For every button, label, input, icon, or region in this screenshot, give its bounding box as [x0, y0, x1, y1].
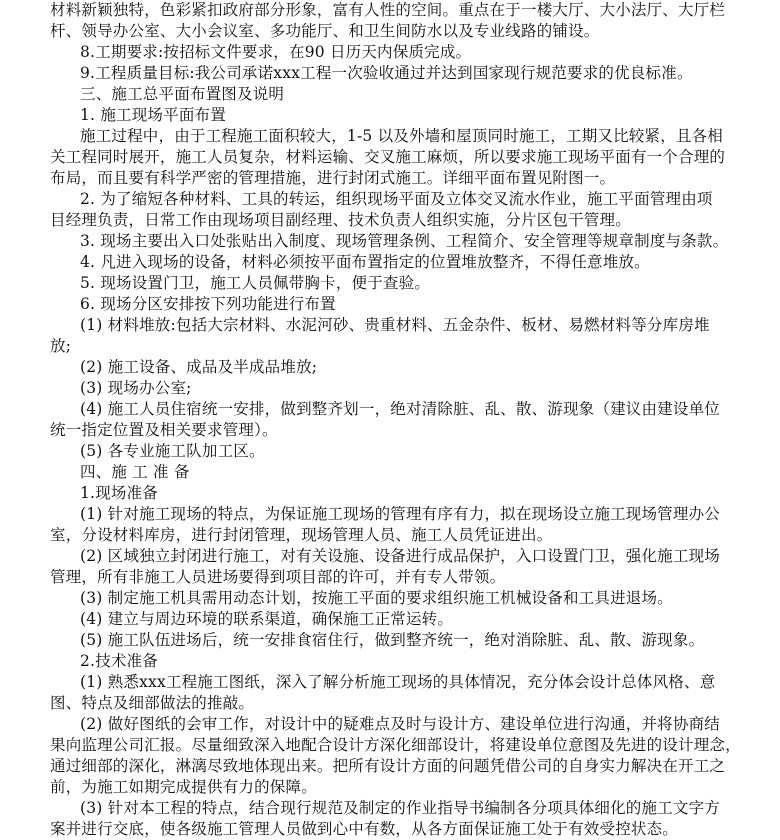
text-line: 果向监理公司汇报。尽量细致深入地配合设计方深化细部设计，将建设单位意图及先进的设计理念， — [50, 736, 741, 754]
text-line: (1) 熟悉xxx工程施工图纸，深入了解分析施工现场的具体情况，充分体会设计总体风格、意 — [80, 673, 716, 691]
text-line: 案并进行交底，使各级施工管理人员做到心中有数，从各方面保证施工处于有效受控状态。 — [50, 820, 679, 838]
text-line: 布局，而且要有科学严密的管理措施，进行封闭式施工。详细平面布置见附图一。 — [50, 169, 616, 187]
text-line: 杆、领导办公室、大小会议室、多功能厅、和卫生间防水以及专业线路的铺设。 — [50, 22, 600, 40]
text-line: 1. 施工现场平面布置 — [80, 106, 226, 124]
text-line: 3. 现场主要出入口处张贴出入制度、现场管理条例、工程简介、安全管理等规章制度与条款。 — [80, 232, 729, 250]
text-line: 室，分设材料库房，进行封闭管理，现场管理人员、施工人员凭证进出。 — [50, 526, 553, 544]
text-line: 6. 现场分区安排按下列功能进行布置 — [80, 295, 336, 313]
text-line: (2) 施工设备、成品及半成品堆放; — [80, 358, 318, 376]
text-line: (1) 针对施工现场的特点，为保证施工现场的管理有序有力，拟在现场设立施工现场管理办公 — [80, 505, 720, 523]
text-line: 9.工程质量目标:我公司承诺xxx工程一次验收通过并达到国家现行规范要求的优良标准。 — [80, 64, 693, 82]
text-line: 1.现场准备 — [80, 484, 158, 502]
text-line: 三、施工总平面布置图及说明 — [80, 85, 285, 103]
text-line: 放; — [50, 337, 72, 355]
text-line: 2. 为了缩短各种材料、工具的转运，组织现场平面及立体交叉流水作业，施工平面管理由项 — [80, 190, 713, 208]
text-line: 2.技术准备 — [80, 652, 158, 670]
text-line: 前，为施工如期完成提供有力的保障。 — [50, 778, 317, 796]
text-line: 材料新颖独特，色彩紧扣政府部分形象，富有人性的空间。重点在于一楼大厅、大小法厅、大厅栏 — [50, 1, 726, 19]
text-line: (2) 做好图纸的会审工作，对设计中的疑难点及时与设计方、建设单位进行沟通，并将协商结 — [80, 715, 720, 733]
text-line: (2) 区域独立封闭进行施工，对有关设施、设备进行成品保护，入口设置门卫，强化施工现场 — [80, 547, 720, 565]
text-line: (1) 材料堆放:包括大宗材料、水泥河砂、贵重材料、五金杂件、板材、易燃材料等分库房堆 — [80, 316, 710, 334]
text-line: 管理，所有非施工人员进场要得到项目部的许可，并有专人带领。 — [50, 568, 506, 586]
text-line: 图、特点及细部做法的推敲。 — [50, 694, 255, 712]
text-line: 4. 凡进入现场的设备，材料必须按平面布置指定的位置堆放整齐，不得任意堆放。 — [80, 253, 650, 271]
text-line: 5. 现场设置门卫，施工人员佩带胸卡，便于查验。 — [80, 274, 431, 292]
text-line: (3) 现场办公室; — [80, 379, 192, 397]
text-line: 8.工期要求:按招标文件要求，在90 日历天内保质完成。 — [80, 43, 472, 61]
text-line: (3) 制定施工机具需用动态计划，按施工平面的要求组织施工机械设备和工具进退场。 — [80, 589, 673, 607]
text-line: 关工程同时展开，施工人员复杂，材料运输、交叉施工麻烦，所以要求施工现场平面有一个合理的 — [50, 148, 726, 166]
text-line: 统一指定位置及相关要求管理）。 — [50, 421, 278, 439]
text-line: 通过细部的深化，淋漓尽致地体现出来。把所有设计方面的问题凭借公司的自身实力解决在开工之 — [50, 757, 726, 775]
text-line: 目经理负责，日常工作由现场项目副经理、技术负责人组织实施，分片区包干管理。 — [50, 211, 631, 229]
text-line: (5) 各专业施工队加工区。 — [80, 442, 265, 460]
text-line: (4) 施工人员住宿统一安排，做到整齐划一，绝对清除脏、乱、散、游现象（建议由建设单位 — [80, 400, 720, 418]
text-line: (3) 针对本工程的特点，结合现行规范及制定的作业指导书编制各分项具体细化的施工文字方 — [80, 799, 720, 817]
text-line: 施工过程中，由于工程施工面积较大，1-5 以及外墙和屋顶同时施工，工期又比较紧，且各相 — [80, 127, 723, 145]
text-line: (5) 施工队伍进场后，统一安排食宿住行，做到整齐统一，绝对消除脏、乱、散、游现象。 — [80, 631, 705, 649]
text-line: 四、施 工 准 备 — [80, 463, 190, 481]
text-line: (4) 建立与周边环境的联系渠道，确保施工正常运转。 — [80, 610, 454, 628]
